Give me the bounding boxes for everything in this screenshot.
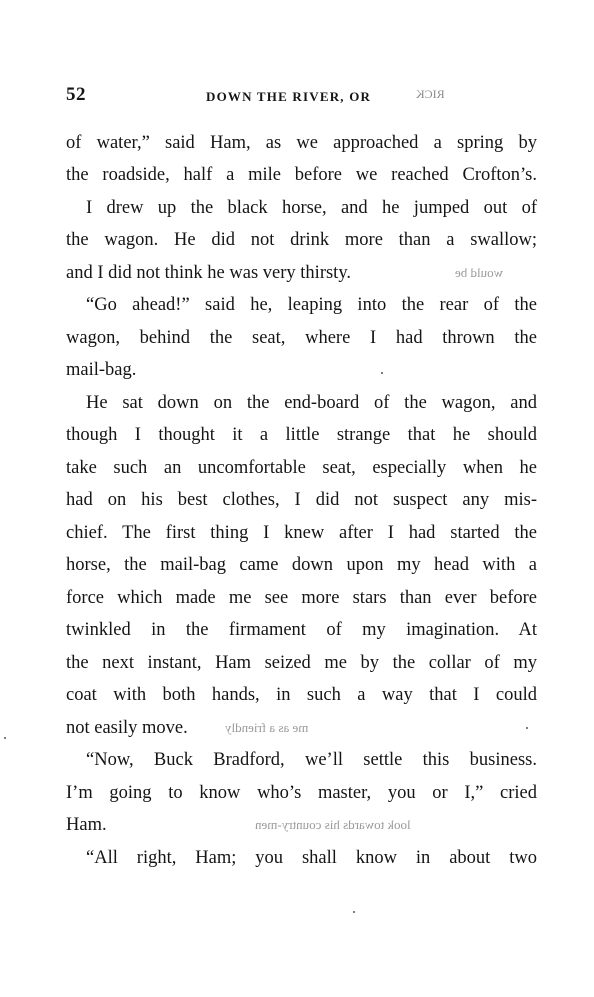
text-line: I’m going to know who’s master, you or I,” cried bbox=[66, 783, 537, 803]
page-number: 52 bbox=[66, 84, 86, 105]
text-line: Ham. bbox=[66, 815, 107, 835]
text-line: take such an uncomfortable seat, especially when he bbox=[66, 458, 537, 478]
text-line: He sat down on the end-board of the wagon, and bbox=[86, 393, 537, 413]
show-through-head: RICK bbox=[416, 87, 445, 101]
text-line: horse, the mail-bag came down upon my head with a bbox=[66, 555, 537, 575]
text-line: the next instant, Ham seized me by the collar of my bbox=[66, 653, 537, 673]
text-line: though I thought it a little strange that he should bbox=[66, 425, 537, 445]
show-through-text: me as a friendly bbox=[225, 720, 309, 735]
text-line: the wagon. He did not drink more than a swallow; bbox=[66, 230, 537, 250]
text-line: force which made me see more stars than ever before bbox=[66, 588, 537, 608]
show-through-text: would be bbox=[455, 265, 504, 280]
text-line: “Go ahead!” said he, leaping into the rear of the bbox=[86, 295, 537, 315]
text-line: coat with both hands, in such a way that I could bbox=[66, 685, 537, 705]
text-line: of water,” said Ham, as we approached a spring by bbox=[66, 133, 537, 153]
text-line: “All right, Ham; you shall know in about two bbox=[86, 848, 537, 868]
print-speck bbox=[353, 911, 355, 913]
print-speck bbox=[526, 727, 528, 729]
text-line: “Now, Buck Bradford, we’ll settle this business. bbox=[86, 750, 537, 770]
print-speck bbox=[4, 737, 6, 739]
text-line: not easily move. bbox=[66, 718, 188, 738]
running-head: DOWN THE RIVER, OR bbox=[206, 89, 372, 104]
page-header bbox=[66, 84, 538, 108]
text-line: mail-bag. bbox=[66, 360, 137, 380]
text-line: had on his best clothes, I did not suspect any mis- bbox=[66, 490, 537, 510]
text-line: and I did not think he was very thirsty. bbox=[66, 263, 351, 283]
text-line: wagon, behind the seat, where I had thrown the bbox=[66, 328, 537, 348]
text-line: the roadside, half a mile before we reached Crofton’s. bbox=[66, 165, 537, 185]
text-line: twinkled in the firmament of my imagination. At bbox=[66, 620, 537, 640]
show-through-text: look towards his country-men bbox=[255, 817, 411, 832]
text-line: chief. The first thing I knew after I had started the bbox=[66, 523, 537, 543]
print-speck bbox=[381, 372, 383, 374]
text-line: I drew up the black horse, and he jumped out of bbox=[86, 198, 537, 218]
